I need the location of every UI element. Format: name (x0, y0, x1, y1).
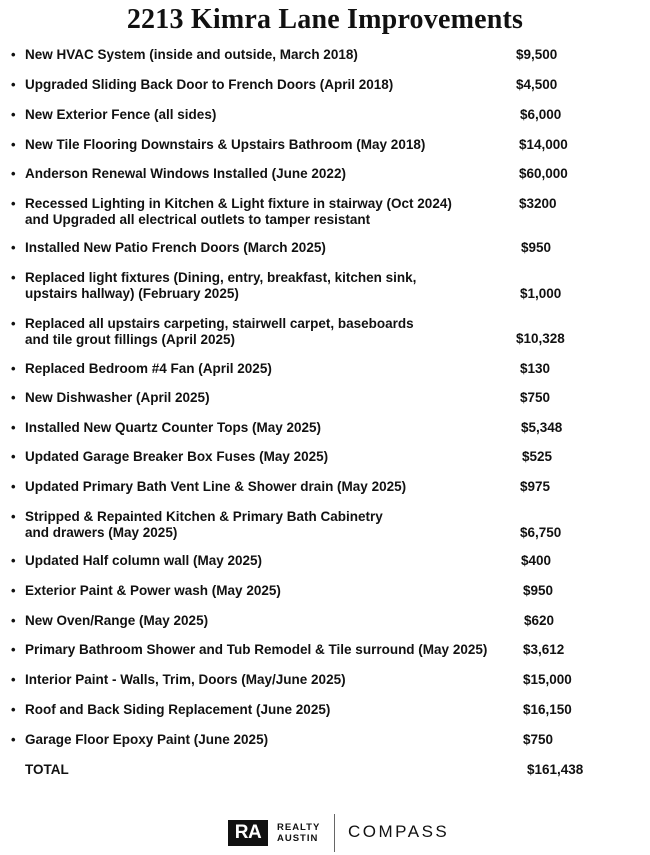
item-amount: $620 (524, 613, 555, 628)
item-amount: $15,000 (523, 672, 572, 687)
bullet-icon: • (11, 166, 16, 181)
bullet-icon: • (11, 613, 16, 628)
item-description-line: New Oven/Range (May 2025) (25, 613, 209, 628)
item-description-line: and tile grout fillings (April 2025) (25, 332, 236, 347)
item-description-line: Updated Half column wall (May 2025) (25, 553, 263, 568)
bullet-icon: • (11, 316, 16, 331)
item-description-line: Replaced all upstairs carpeting, stairwell carpet, baseboards (25, 316, 414, 331)
realty-austin-wordmark (277, 822, 320, 844)
item-amount: $6,000 (520, 107, 562, 122)
item-description-line: Anderson Renewal Windows Installed (June 2022) (25, 166, 346, 181)
item-description-line: Upgraded Sliding Back Door to French Doors (April 2018) (25, 77, 394, 92)
item-amount: $950 (521, 240, 552, 255)
item-description (25, 732, 495, 748)
total-label: TOTAL (25, 762, 69, 777)
bullet-icon: • (11, 449, 16, 464)
item-amount: $4,500 (516, 77, 558, 92)
item-description (25, 107, 495, 123)
item-description (25, 583, 495, 599)
item-description-line: New Exterior Fence (all sides) (25, 107, 217, 122)
bullet-icon: • (11, 196, 16, 211)
item-description-line: Recessed Lighting in Kitchen & Light fixture in stairway (Oct 2024) (25, 196, 452, 211)
item-description (25, 642, 495, 658)
item-description-line: and Upgraded all electrical outlets to tamper resistant (25, 212, 371, 227)
logo-divider (334, 814, 335, 852)
bullet-icon: • (11, 479, 16, 494)
bullet-icon: • (11, 672, 16, 687)
item-description (25, 702, 495, 718)
item-description-line: Exterior Paint & Power wash (May 2025) (25, 583, 281, 598)
realty-austin-logo: RA (228, 820, 268, 846)
item-description (25, 390, 495, 406)
item-amount: $16,150 (523, 702, 572, 717)
item-description-line: Installed New Patio French Doors (March 2025) (25, 240, 326, 255)
item-description (25, 479, 495, 495)
compass-logo: COMPASS (348, 822, 450, 841)
bullet-icon: • (11, 553, 16, 568)
bullet-icon: • (11, 137, 16, 152)
item-description (25, 420, 495, 436)
bullet-icon: • (11, 47, 16, 62)
item-description-line: Interior Paint - Walls, Trim, Doors (May/June 2025) (25, 672, 346, 687)
bullet-icon: • (11, 583, 16, 598)
item-amount: $975 (520, 479, 551, 494)
item-description (25, 361, 495, 377)
item-description-line: Replaced Bedroom #4 Fan (April 2025) (25, 361, 272, 376)
item-amount: $130 (520, 361, 551, 376)
item-description-line: Garage Floor Epoxy Paint (June 2025) (25, 732, 269, 747)
bullet-icon: • (11, 509, 16, 524)
realty-austin-line1: REALTY (277, 822, 321, 833)
item-description-line: Primary Bathroom Shower and Tub Remodel & Tile surround (May 2025) (25, 642, 488, 657)
item-description (25, 316, 495, 348)
item-amount: $9,500 (516, 47, 558, 62)
item-description (25, 196, 495, 228)
bullet-icon: • (11, 77, 16, 92)
item-description (25, 77, 495, 93)
bullet-icon: • (11, 702, 16, 717)
item-description (25, 553, 495, 569)
bullet-icon: • (11, 270, 16, 285)
bullet-icon: • (11, 732, 16, 747)
item-description (25, 166, 495, 182)
bullet-icon: • (11, 642, 16, 657)
item-amount: $3,612 (523, 642, 565, 657)
item-amount: $400 (521, 553, 552, 568)
item-amount: $10,328 (516, 331, 565, 346)
item-description (25, 509, 495, 541)
bullet-icon: • (11, 390, 16, 405)
item-amount: $750 (523, 732, 554, 747)
bullet-icon: • (11, 240, 16, 255)
item-amount: $525 (522, 449, 553, 464)
item-description-line: New Dishwasher (April 2025) (25, 390, 210, 405)
item-description (25, 270, 495, 302)
item-description-line: Stripped & Repainted Kitchen & Primary Bath Cabinetry (25, 509, 383, 524)
item-description-line: Roof and Back Siding Replacement (June 2025) (25, 702, 331, 717)
item-description (25, 672, 495, 688)
footer-logos (0, 810, 650, 854)
item-amount: $6,750 (520, 525, 562, 540)
total-amount: $161,438 (527, 762, 584, 777)
item-amount: $750 (520, 390, 551, 405)
page-title: 2213 Kimra Lane Improvements (126, 4, 524, 35)
bullet-icon: • (11, 361, 16, 376)
bullet-icon: • (11, 420, 16, 435)
realty-austin-line2: AUSTIN (277, 833, 319, 844)
item-amount: $1,000 (520, 286, 562, 301)
item-description-line: New HVAC System (inside and outside, March 2018) (25, 47, 358, 62)
item-description-line: Installed New Quartz Counter Tops (May 2025) (25, 420, 322, 435)
item-description (25, 240, 495, 256)
item-description-line: Replaced light fixtures (Dining, entry, breakfast, kitchen sink, (25, 270, 417, 285)
item-description-line: Updated Primary Bath Vent Line & Shower drain (May 2025) (25, 479, 407, 494)
item-description (25, 137, 495, 153)
item-amount: $14,000 (519, 137, 568, 152)
item-description (25, 613, 495, 629)
item-amount: $950 (523, 583, 554, 598)
item-amount: $3200 (519, 196, 557, 211)
item-description-line: New Tile Flooring Downstairs & Upstairs Bathroom (May 2018) (25, 137, 426, 152)
item-amount: $60,000 (519, 166, 568, 181)
bullet-icon: • (11, 107, 16, 122)
item-description-line: and drawers (May 2025) (25, 525, 178, 540)
item-description (25, 449, 495, 465)
item-description-line: Updated Garage Breaker Box Fuses (May 2025) (25, 449, 329, 464)
item-description-line: upstairs hallway) (February 2025) (25, 286, 239, 301)
item-description (25, 47, 495, 63)
item-amount: $5,348 (521, 420, 563, 435)
